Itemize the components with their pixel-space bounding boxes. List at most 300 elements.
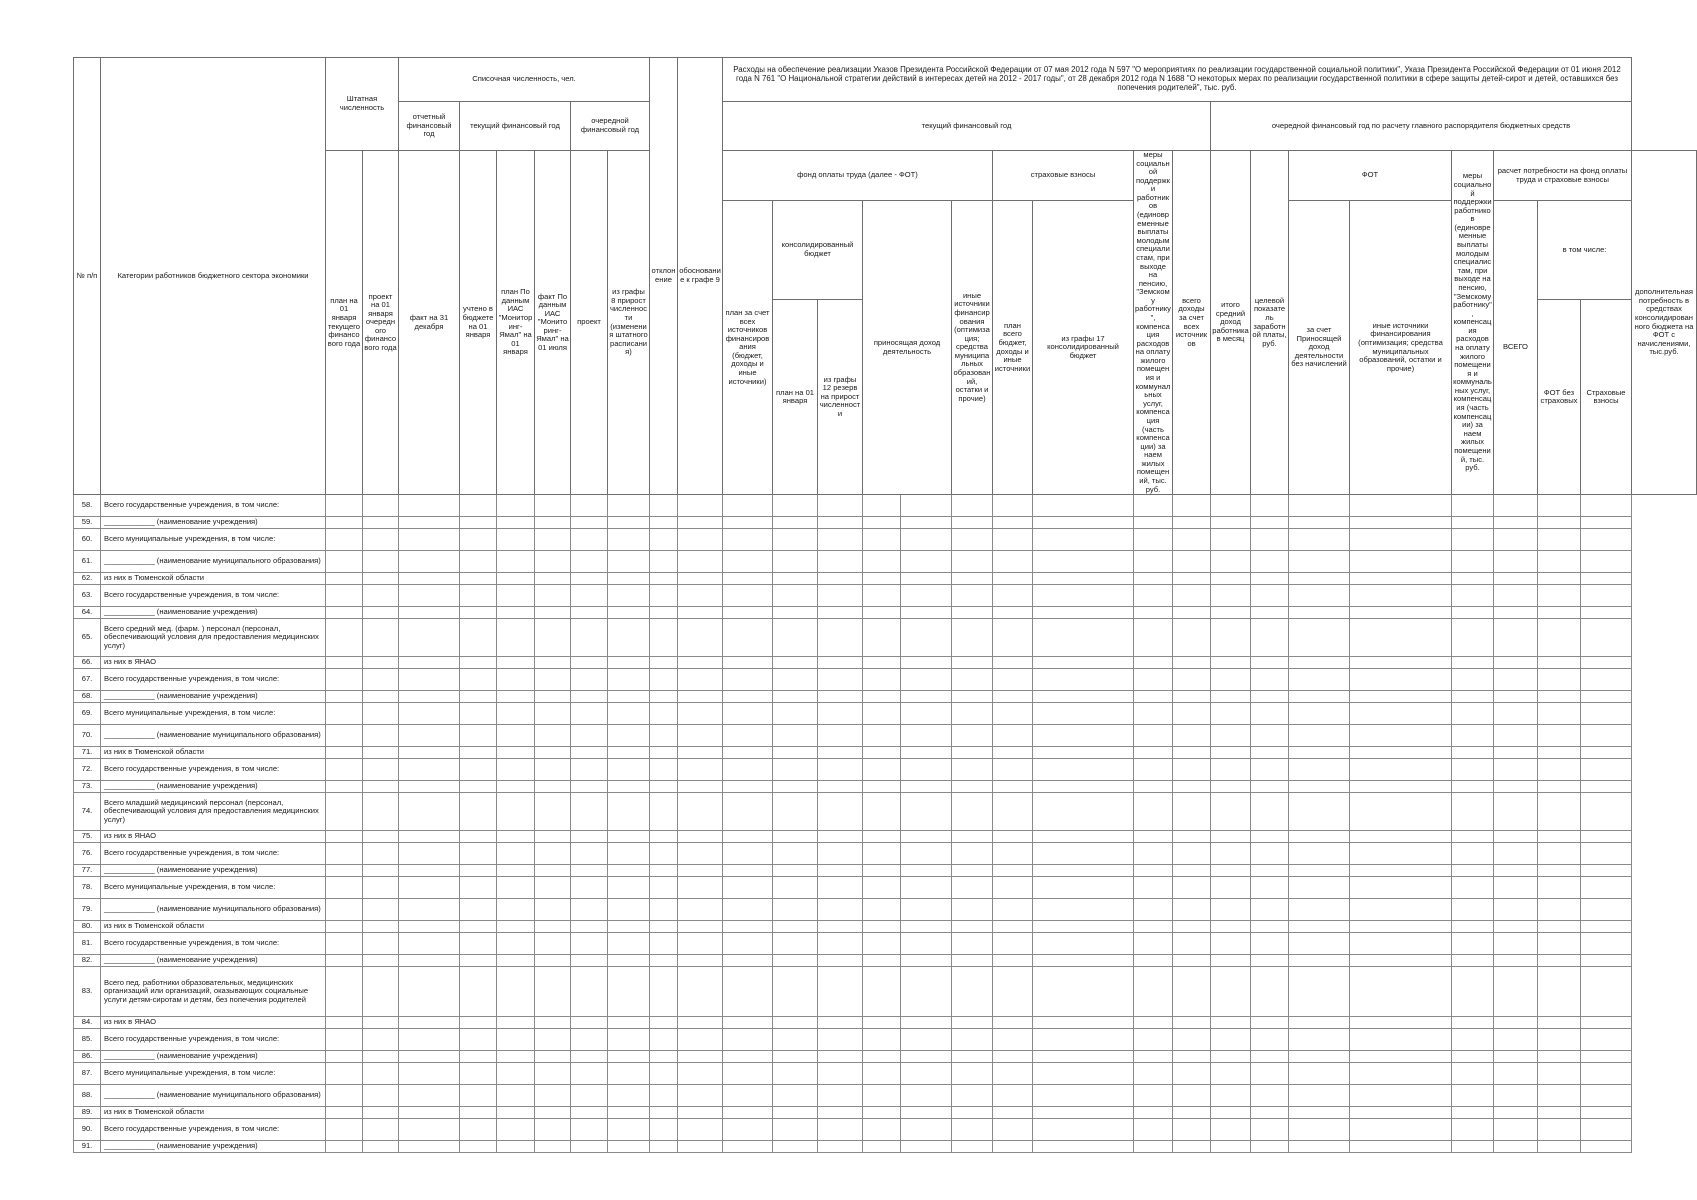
data-cell[interactable] [399, 725, 460, 747]
data-cell[interactable] [571, 759, 608, 781]
data-cell[interactable] [952, 1051, 993, 1063]
data-cell[interactable] [863, 843, 901, 865]
data-cell[interactable] [952, 899, 993, 921]
data-cell[interactable] [571, 529, 608, 551]
data-cell[interactable] [723, 967, 773, 1017]
data-cell[interactable] [952, 573, 993, 585]
data-cell[interactable] [1494, 585, 1538, 607]
data-cell[interactable] [723, 585, 773, 607]
data-cell[interactable] [608, 573, 650, 585]
data-cell[interactable] [863, 657, 901, 669]
data-cell[interactable] [1134, 781, 1173, 793]
data-cell[interactable] [1581, 899, 1632, 921]
data-cell[interactable] [1350, 657, 1452, 669]
data-cell[interactable] [1350, 495, 1452, 517]
data-cell[interactable] [535, 517, 571, 529]
data-cell[interactable] [1289, 619, 1350, 657]
data-cell[interactable] [571, 781, 608, 793]
data-cell[interactable] [1251, 585, 1289, 607]
data-cell[interactable] [993, 495, 1033, 517]
data-cell[interactable] [1581, 703, 1632, 725]
data-cell[interactable] [863, 921, 901, 933]
data-cell[interactable] [497, 967, 535, 1017]
data-cell[interactable] [1033, 1085, 1134, 1107]
data-cell[interactable] [1350, 585, 1452, 607]
data-cell[interactable] [326, 877, 363, 899]
data-cell[interactable] [723, 725, 773, 747]
data-cell[interactable] [363, 955, 399, 967]
data-cell[interactable] [1173, 725, 1211, 747]
data-cell[interactable] [608, 619, 650, 657]
data-cell[interactable] [326, 1085, 363, 1107]
data-cell[interactable] [1452, 619, 1494, 657]
data-cell[interactable] [1538, 831, 1581, 843]
data-cell[interactable] [723, 865, 773, 877]
data-cell[interactable] [901, 657, 952, 669]
data-cell[interactable] [863, 573, 901, 585]
data-cell[interactable] [1134, 967, 1173, 1017]
data-cell[interactable] [1251, 573, 1289, 585]
data-cell[interactable] [363, 1063, 399, 1085]
data-cell[interactable] [460, 703, 497, 725]
data-cell[interactable] [1173, 585, 1211, 607]
data-cell[interactable] [863, 1051, 901, 1063]
data-cell[interactable] [399, 529, 460, 551]
data-cell[interactable] [1173, 619, 1211, 657]
data-cell[interactable] [497, 495, 535, 517]
data-cell[interactable] [1538, 759, 1581, 781]
data-cell[interactable] [571, 669, 608, 691]
data-cell[interactable] [1033, 585, 1134, 607]
data-cell[interactable] [1173, 495, 1211, 517]
data-cell[interactable] [535, 495, 571, 517]
data-cell[interactable] [460, 529, 497, 551]
data-cell[interactable] [901, 793, 952, 831]
data-cell[interactable] [571, 657, 608, 669]
data-cell[interactable] [1134, 1063, 1173, 1085]
data-cell[interactable] [993, 551, 1033, 573]
data-cell[interactable] [1350, 1141, 1452, 1153]
data-cell[interactable] [535, 703, 571, 725]
data-cell[interactable] [1452, 759, 1494, 781]
data-cell[interactable] [1350, 517, 1452, 529]
data-cell[interactable] [399, 619, 460, 657]
data-cell[interactable] [1173, 657, 1211, 669]
data-cell[interactable] [535, 1141, 571, 1153]
data-cell[interactable] [608, 781, 650, 793]
data-cell[interactable] [571, 703, 608, 725]
data-cell[interactable] [650, 747, 678, 759]
data-cell[interactable] [1211, 781, 1251, 793]
data-cell[interactable] [326, 921, 363, 933]
data-cell[interactable] [678, 619, 723, 657]
data-cell[interactable] [535, 877, 571, 899]
data-cell[interactable] [650, 921, 678, 933]
data-cell[interactable] [650, 1051, 678, 1063]
data-cell[interactable] [952, 921, 993, 933]
data-cell[interactable] [399, 1107, 460, 1119]
data-cell[interactable] [571, 1085, 608, 1107]
data-cell[interactable] [1033, 1051, 1134, 1063]
data-cell[interactable] [1251, 747, 1289, 759]
data-cell[interactable] [571, 899, 608, 921]
data-cell[interactable] [399, 495, 460, 517]
data-cell[interactable] [1289, 657, 1350, 669]
data-cell[interactable] [1538, 955, 1581, 967]
data-cell[interactable] [1581, 747, 1632, 759]
data-cell[interactable] [1173, 933, 1211, 955]
data-cell[interactable] [723, 1017, 773, 1029]
data-cell[interactable] [497, 1017, 535, 1029]
data-cell[interactable] [608, 725, 650, 747]
data-cell[interactable] [993, 669, 1033, 691]
data-cell[interactable] [1134, 529, 1173, 551]
data-cell[interactable] [399, 1063, 460, 1085]
data-cell[interactable] [399, 933, 460, 955]
data-cell[interactable] [901, 933, 952, 955]
data-cell[interactable] [678, 933, 723, 955]
data-cell[interactable] [460, 1017, 497, 1029]
data-cell[interactable] [1251, 781, 1289, 793]
data-cell[interactable] [952, 657, 993, 669]
data-cell[interactable] [1350, 703, 1452, 725]
data-cell[interactable] [993, 517, 1033, 529]
data-cell[interactable] [1251, 955, 1289, 967]
data-cell[interactable] [818, 1051, 863, 1063]
data-cell[interactable] [460, 877, 497, 899]
data-cell[interactable] [1452, 1029, 1494, 1051]
data-cell[interactable] [1538, 793, 1581, 831]
data-cell[interactable] [863, 1119, 901, 1141]
data-cell[interactable] [363, 725, 399, 747]
data-cell[interactable] [1211, 759, 1251, 781]
data-cell[interactable] [678, 551, 723, 573]
data-cell[interactable] [1452, 1063, 1494, 1085]
data-cell[interactable] [818, 607, 863, 619]
data-cell[interactable] [1350, 843, 1452, 865]
data-cell[interactable] [1538, 551, 1581, 573]
data-cell[interactable] [326, 747, 363, 759]
data-cell[interactable] [1581, 691, 1632, 703]
data-cell[interactable] [678, 529, 723, 551]
data-cell[interactable] [678, 831, 723, 843]
data-cell[interactable] [1033, 691, 1134, 703]
data-cell[interactable] [993, 921, 1033, 933]
data-cell[interactable] [535, 1107, 571, 1119]
data-cell[interactable] [723, 831, 773, 843]
data-cell[interactable] [460, 899, 497, 921]
data-cell[interactable] [1289, 529, 1350, 551]
data-cell[interactable] [399, 747, 460, 759]
data-cell[interactable] [326, 607, 363, 619]
data-cell[interactable] [1211, 725, 1251, 747]
data-cell[interactable] [723, 1119, 773, 1141]
data-cell[interactable] [1289, 843, 1350, 865]
data-cell[interactable] [678, 585, 723, 607]
data-cell[interactable] [650, 865, 678, 877]
data-cell[interactable] [497, 573, 535, 585]
data-cell[interactable] [650, 831, 678, 843]
data-cell[interactable] [678, 1085, 723, 1107]
data-cell[interactable] [952, 747, 993, 759]
data-cell[interactable] [773, 1085, 818, 1107]
data-cell[interactable] [1289, 831, 1350, 843]
data-cell[interactable] [1538, 781, 1581, 793]
data-cell[interactable] [1494, 1141, 1538, 1153]
data-cell[interactable] [460, 1029, 497, 1051]
data-cell[interactable] [460, 921, 497, 933]
data-cell[interactable] [1452, 843, 1494, 865]
data-cell[interactable] [571, 1017, 608, 1029]
data-cell[interactable] [1134, 669, 1173, 691]
data-cell[interactable] [650, 1119, 678, 1141]
data-cell[interactable] [650, 657, 678, 669]
data-cell[interactable] [723, 877, 773, 899]
data-cell[interactable] [608, 691, 650, 703]
data-cell[interactable] [901, 921, 952, 933]
data-cell[interactable] [1251, 865, 1289, 877]
data-cell[interactable] [1033, 831, 1134, 843]
data-cell[interactable] [1350, 1085, 1452, 1107]
data-cell[interactable] [1033, 725, 1134, 747]
data-cell[interactable] [399, 899, 460, 921]
data-cell[interactable] [901, 1063, 952, 1085]
data-cell[interactable] [399, 877, 460, 899]
data-cell[interactable] [1494, 747, 1538, 759]
data-cell[interactable] [363, 1017, 399, 1029]
data-cell[interactable] [1289, 1029, 1350, 1051]
data-cell[interactable] [363, 669, 399, 691]
data-cell[interactable] [773, 725, 818, 747]
data-cell[interactable] [1538, 725, 1581, 747]
data-cell[interactable] [863, 899, 901, 921]
data-cell[interactable] [1494, 725, 1538, 747]
data-cell[interactable] [818, 691, 863, 703]
data-cell[interactable] [460, 725, 497, 747]
data-cell[interactable] [818, 619, 863, 657]
data-cell[interactable] [1289, 781, 1350, 793]
data-cell[interactable] [535, 1063, 571, 1085]
data-cell[interactable] [818, 759, 863, 781]
data-cell[interactable] [818, 725, 863, 747]
data-cell[interactable] [326, 703, 363, 725]
data-cell[interactable] [1581, 619, 1632, 657]
data-cell[interactable] [993, 865, 1033, 877]
data-cell[interactable] [571, 747, 608, 759]
data-cell[interactable] [1538, 877, 1581, 899]
data-cell[interactable] [993, 831, 1033, 843]
data-cell[interactable] [901, 1107, 952, 1119]
data-cell[interactable] [773, 573, 818, 585]
data-cell[interactable] [1289, 725, 1350, 747]
data-cell[interactable] [993, 1085, 1033, 1107]
data-cell[interactable] [723, 1107, 773, 1119]
data-cell[interactable] [1251, 793, 1289, 831]
data-cell[interactable] [650, 1141, 678, 1153]
data-cell[interactable] [650, 843, 678, 865]
data-cell[interactable] [497, 793, 535, 831]
data-cell[interactable] [1581, 967, 1632, 1017]
data-cell[interactable] [723, 1029, 773, 1051]
data-cell[interactable] [399, 781, 460, 793]
data-cell[interactable] [678, 607, 723, 619]
data-cell[interactable] [1173, 1141, 1211, 1153]
data-cell[interactable] [497, 843, 535, 865]
data-cell[interactable] [1452, 899, 1494, 921]
data-cell[interactable] [773, 669, 818, 691]
data-cell[interactable] [1134, 747, 1173, 759]
data-cell[interactable] [497, 619, 535, 657]
data-cell[interactable] [952, 691, 993, 703]
data-cell[interactable] [363, 933, 399, 955]
data-cell[interactable] [1494, 529, 1538, 551]
data-cell[interactable] [326, 551, 363, 573]
data-cell[interactable] [363, 877, 399, 899]
data-cell[interactable] [1289, 573, 1350, 585]
data-cell[interactable] [535, 899, 571, 921]
data-cell[interactable] [1134, 843, 1173, 865]
data-cell[interactable] [1251, 921, 1289, 933]
data-cell[interactable] [723, 781, 773, 793]
data-cell[interactable] [1452, 955, 1494, 967]
data-cell[interactable] [1251, 1063, 1289, 1085]
data-cell[interactable] [723, 899, 773, 921]
data-cell[interactable] [818, 1085, 863, 1107]
data-cell[interactable] [608, 607, 650, 619]
data-cell[interactable] [571, 877, 608, 899]
data-cell[interactable] [1211, 899, 1251, 921]
data-cell[interactable] [460, 1141, 497, 1153]
data-cell[interactable] [773, 1107, 818, 1119]
data-cell[interactable] [1494, 669, 1538, 691]
data-cell[interactable] [1211, 657, 1251, 669]
data-cell[interactable] [1173, 967, 1211, 1017]
data-cell[interactable] [460, 933, 497, 955]
data-cell[interactable] [535, 1029, 571, 1051]
data-cell[interactable] [1452, 1051, 1494, 1063]
data-cell[interactable] [399, 551, 460, 573]
data-cell[interactable] [399, 607, 460, 619]
data-cell[interactable] [678, 843, 723, 865]
data-cell[interactable] [773, 607, 818, 619]
data-cell[interactable] [326, 529, 363, 551]
data-cell[interactable] [993, 877, 1033, 899]
data-cell[interactable] [1452, 725, 1494, 747]
data-cell[interactable] [1289, 551, 1350, 573]
data-cell[interactable] [773, 759, 818, 781]
data-cell[interactable] [1173, 921, 1211, 933]
data-cell[interactable] [326, 725, 363, 747]
data-cell[interactable] [1033, 781, 1134, 793]
data-cell[interactable] [650, 933, 678, 955]
data-cell[interactable] [571, 619, 608, 657]
data-cell[interactable] [1173, 1119, 1211, 1141]
data-cell[interactable] [901, 1119, 952, 1141]
data-cell[interactable] [723, 529, 773, 551]
data-cell[interactable] [1581, 495, 1632, 517]
data-cell[interactable] [818, 967, 863, 1017]
data-cell[interactable] [1494, 921, 1538, 933]
data-cell[interactable] [1581, 843, 1632, 865]
data-cell[interactable] [650, 1063, 678, 1085]
data-cell[interactable] [497, 691, 535, 703]
data-cell[interactable] [326, 1107, 363, 1119]
data-cell[interactable] [863, 1063, 901, 1085]
data-cell[interactable] [773, 703, 818, 725]
data-cell[interactable] [1134, 573, 1173, 585]
data-cell[interactable] [1173, 747, 1211, 759]
data-cell[interactable] [460, 691, 497, 703]
data-cell[interactable] [1289, 495, 1350, 517]
data-cell[interactable] [1452, 517, 1494, 529]
data-cell[interactable] [326, 495, 363, 517]
data-cell[interactable] [678, 1063, 723, 1085]
data-cell[interactable] [1134, 933, 1173, 955]
data-cell[interactable] [363, 781, 399, 793]
data-cell[interactable] [1251, 759, 1289, 781]
data-cell[interactable] [650, 967, 678, 1017]
data-cell[interactable] [773, 691, 818, 703]
data-cell[interactable] [1211, 831, 1251, 843]
data-cell[interactable] [535, 619, 571, 657]
data-cell[interactable] [1033, 877, 1134, 899]
data-cell[interactable] [723, 1063, 773, 1085]
data-cell[interactable] [650, 691, 678, 703]
data-cell[interactable] [1289, 585, 1350, 607]
data-cell[interactable] [773, 865, 818, 877]
data-cell[interactable] [818, 573, 863, 585]
data-cell[interactable] [901, 843, 952, 865]
data-cell[interactable] [1289, 759, 1350, 781]
data-cell[interactable] [818, 1029, 863, 1051]
data-cell[interactable] [1033, 793, 1134, 831]
data-cell[interactable] [1350, 529, 1452, 551]
data-cell[interactable] [901, 1085, 952, 1107]
data-cell[interactable] [863, 955, 901, 967]
data-cell[interactable] [1134, 899, 1173, 921]
data-cell[interactable] [952, 793, 993, 831]
data-cell[interactable] [1538, 669, 1581, 691]
data-cell[interactable] [773, 831, 818, 843]
data-cell[interactable] [650, 619, 678, 657]
data-cell[interactable] [460, 865, 497, 877]
data-cell[interactable] [1452, 1119, 1494, 1141]
data-cell[interactable] [460, 793, 497, 831]
data-cell[interactable] [363, 831, 399, 843]
data-cell[interactable] [1350, 607, 1452, 619]
data-cell[interactable] [818, 517, 863, 529]
data-cell[interactable] [863, 1029, 901, 1051]
data-cell[interactable] [773, 1063, 818, 1085]
data-cell[interactable] [723, 703, 773, 725]
data-cell[interactable] [399, 1119, 460, 1141]
data-cell[interactable] [1581, 1119, 1632, 1141]
data-cell[interactable] [1494, 657, 1538, 669]
data-cell[interactable] [363, 747, 399, 759]
data-cell[interactable] [818, 781, 863, 793]
data-cell[interactable] [571, 1051, 608, 1063]
data-cell[interactable] [678, 899, 723, 921]
data-cell[interactable] [399, 831, 460, 843]
data-cell[interactable] [608, 955, 650, 967]
data-cell[interactable] [678, 1029, 723, 1051]
data-cell[interactable] [571, 551, 608, 573]
data-cell[interactable] [1251, 933, 1289, 955]
data-cell[interactable] [1211, 1107, 1251, 1119]
data-cell[interactable] [1581, 921, 1632, 933]
data-cell[interactable] [608, 529, 650, 551]
data-cell[interactable] [1289, 1017, 1350, 1029]
